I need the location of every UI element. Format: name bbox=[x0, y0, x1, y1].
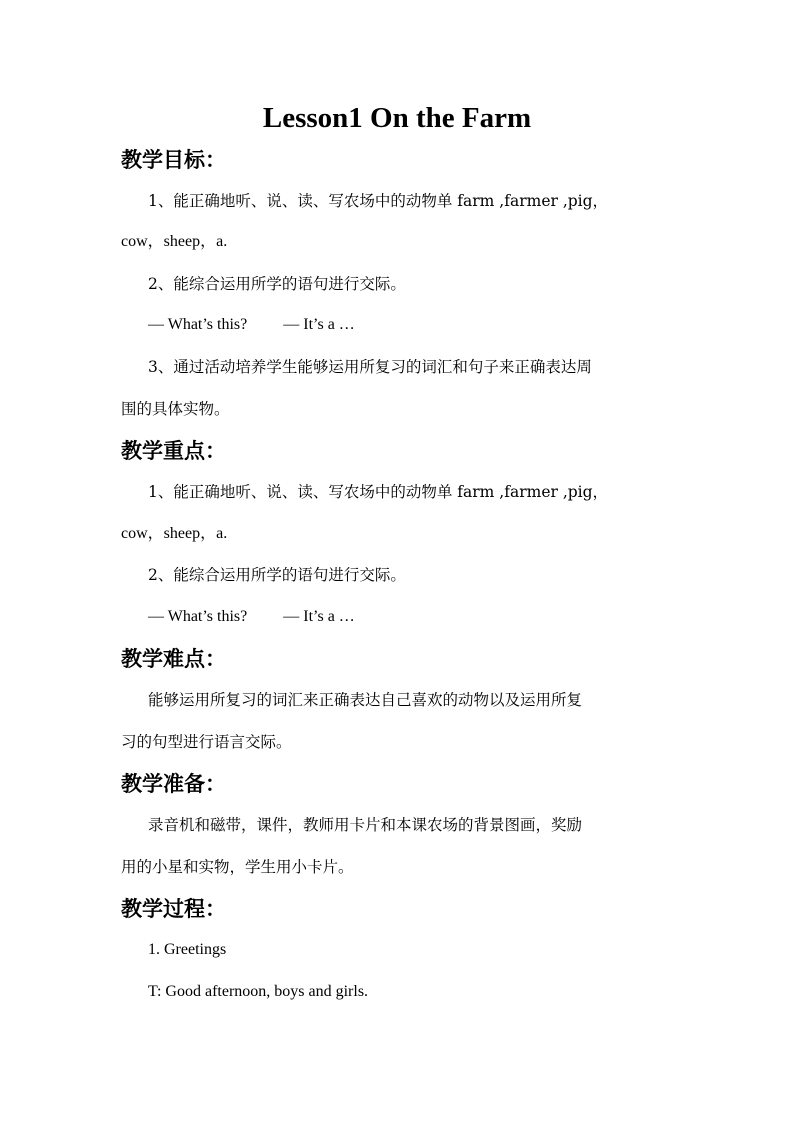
key-points-item2: 2、能综合运用所学的语句进行交际。 bbox=[148, 566, 406, 584]
preparation-line1: 录音机和磁带，课件，教师用卡片和本课农场的背景图画，奖励 bbox=[148, 816, 583, 834]
objectives-item3-line1: 3、通过活动培养学生能够运用所复习的词汇和句子来正确表达周 bbox=[148, 358, 592, 376]
difficulties-line1: 能够运用所复习的词汇来正确表达自己喜欢的动物以及运用所复 bbox=[148, 691, 583, 709]
key-points-dialog-question: — What’s this? bbox=[148, 608, 248, 625]
key-points-dialog bbox=[148, 605, 355, 629]
lesson-title: Lesson1 On the Farm bbox=[262, 102, 532, 134]
process-heading: 教学过程： bbox=[121, 896, 226, 921]
process-step1: 1. Greetings bbox=[148, 941, 227, 958]
difficulties-heading: 教学难点： bbox=[121, 646, 226, 671]
objectives-item2: 2、能综合运用所学的语句进行交际。 bbox=[148, 275, 406, 293]
key-points-heading: 教学重点： bbox=[121, 438, 226, 463]
process-teacher-line: T: Good afternoon, boys and girls. bbox=[148, 983, 369, 1000]
key-points-item1-line2: cow，sheep，a. bbox=[121, 525, 228, 542]
objectives-item1-line2: cow，sheep，a. bbox=[121, 233, 228, 250]
difficulties-line2: 习的句型进行语言交际。 bbox=[121, 733, 292, 751]
key-points-item1-line1: 1、能正确地听、说、读、写农场中的动物单 farm ,farmer ,pig， bbox=[148, 483, 609, 501]
preparation-heading: 教学准备： bbox=[121, 771, 226, 796]
objectives-item3-line2: 围的具体实物。 bbox=[121, 400, 230, 418]
objectives-item1-line1: 1、能正确地听、说、读、写农场中的动物单 farm ,farmer ,pig， bbox=[148, 192, 609, 210]
objectives-dialog-answer: — It’s a … bbox=[283, 316, 355, 333]
objectives-dialog-question: — What’s this? bbox=[148, 316, 248, 333]
objectives-dialog bbox=[148, 313, 355, 337]
objectives-heading: 教学目标： bbox=[121, 147, 226, 172]
preparation-line2: 用的小星和实物，学生用小卡片。 bbox=[121, 858, 354, 876]
key-points-dialog-answer: — It’s a … bbox=[283, 608, 355, 625]
